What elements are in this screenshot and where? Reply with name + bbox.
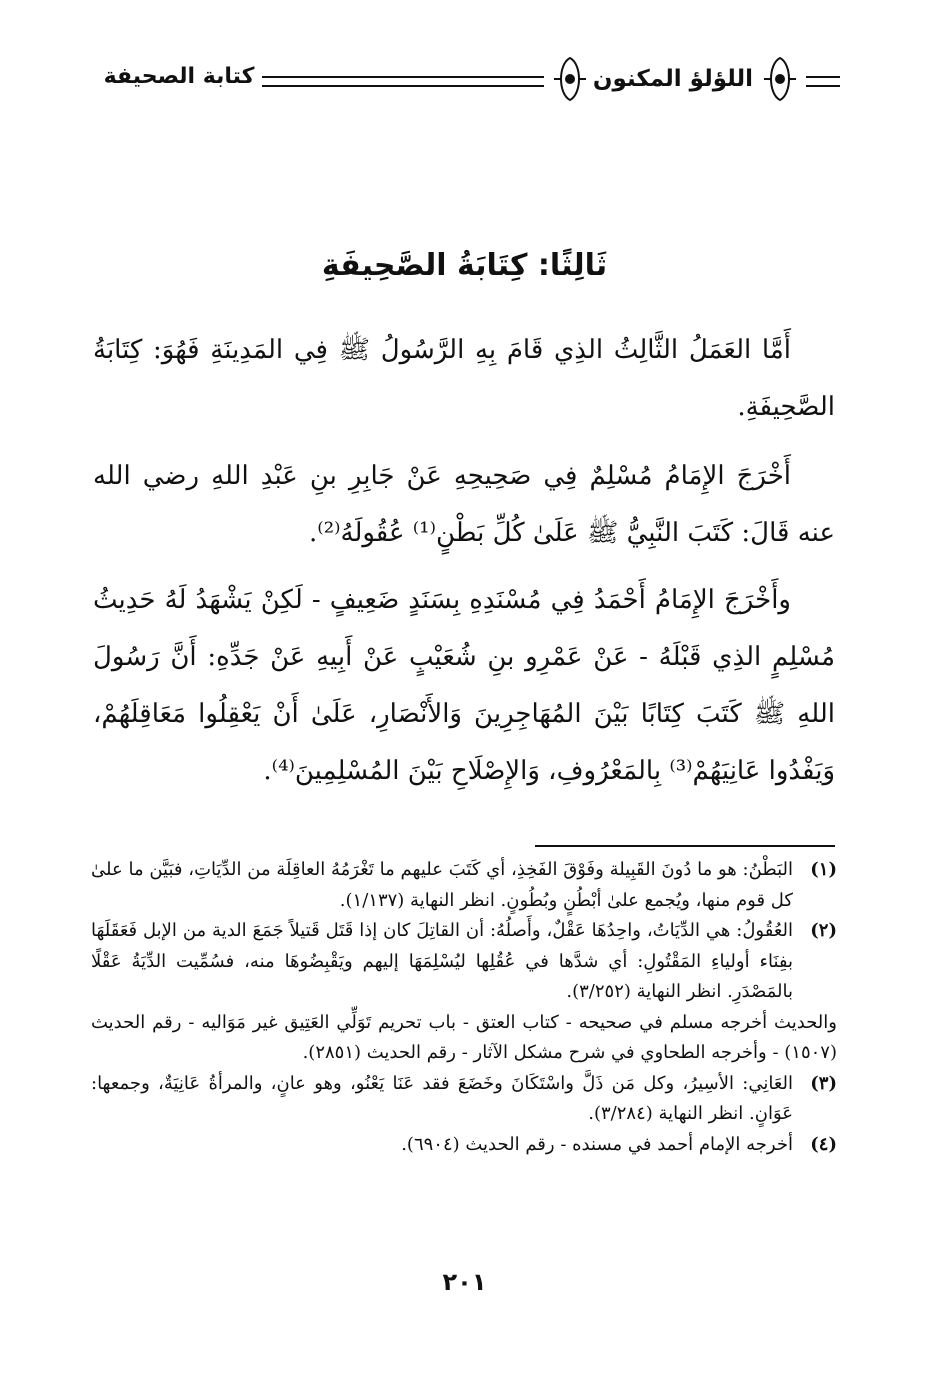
footnote-number: (٤): [810, 1133, 837, 1155]
footnote-number: (٣): [810, 1072, 837, 1094]
footnote-text: العَانِي: الأسِيرُ، وكل مَن ذَلَّ واسْتَكَانَ وخَضَعَ فقد عَنَا يَعْنُو، وهو عانٍ، والمرأةُ عَانِيَةٌ، وجمعها: عَوَانٍ. انظر النهاية (٣/٢٨٤).: [91, 1072, 793, 1124]
running-header: [96, 52, 840, 112]
paragraph-1: أَمَّا العَمَلُ الثَّالِثُ الذِي قَامَ بِهِ الرَّسُولُ ﷺ فِي المَدِينَةِ فَهُوَ: كِتَابَةُ الصَّحِيفَةِ.: [93, 335, 835, 422]
footnote-number: (١): [810, 859, 837, 880]
chapter-title: كتابة الصحيفة: [103, 64, 255, 89]
footnote-separator: [535, 845, 835, 847]
footnote-4: [91, 1130, 837, 1161]
page-number: ٢٠١: [442, 1268, 487, 1296]
paragraph-3: وأَخْرَجَ الإِمَامُ أَحْمَدُ فِي مُسْنَدِهِ بِسَنَدٍ ضَعِيفٍ - لَكِنْ يَشْهَدُ لَهُ حَدِيثُ مُسْلِمٍ الذِي قَبْلَهُ - عَنْ عَمْرِو بنِ شُعَيْبٍ عَنْ أَبِيهِ عَنْ جَدِّهِ: أَنَّ رَسُولَ اللهِ ﷺ كَتَبَ كِتَابًا بَيْنَ المُهَاجِرِينَ وَالأَنْصَارِ، عَلَىٰ أَنْ يَعْقِلُوا مَعَاقِلَهُمْ، وَيَفْدُوا عَانِيَهُمْ⁽³⁾ بِالمَعْرُوفِ، وَالإِصْلَاحِ بَيْنَ المُسْلِمِينَ⁽⁴⁾.: [93, 585, 835, 786]
footnote-text: أخرجه الإمام أحمد في مسنده - رقم الحديث (٦٩٠٤).: [401, 1133, 793, 1155]
footnote-number: (٢): [810, 920, 837, 941]
footnote-text: البَطْنُ: هو ما دُونَ القَبِيلة وفَوْقَ الفَخِذِ، أي كَتَبَ عليهم ما تَغْرَمُهُ العاقِلَة من الدِّيَاتِ، فبَيَّن ما علىٰ كل قوم منها، ويُجمع علىٰ أبْطُنٍ وبُطُونٍ. انظر النهاية (١/١٣٧).: [91, 859, 793, 911]
footnote-2-reference: والحديث أخرجه مسلم في صحيحه - كتاب العتق - باب تحريم تَوَلِّي العَتِيق غير مَوَاليه - رقم الحديث (١٥٠٧) - وأخرجه الطحاوي في شرح مشكل الآثار - رقم الحديث (٢٨٥١).: [91, 1011, 837, 1063]
ornament-icon: [760, 54, 800, 104]
footnote-text: العُقُولُ: هي الدِّيَاتُ، واحِدُهَا عَقْلٌ، وأَصلُهُ: أن القاتِلَ كان إذا قَتَل قَتيلاً جَمَعَ الدية من الإبل فَعَقَلَهَا بفِنَاء أولياءِ المَقْتُولِ: أي شدَّها في عُقُلِها ليُسْلِمَهَا إليهم ويَقْبِضُوهَا منه، فسُمِّيت الدِّيَةُ عَقْلًا بالمَصْدَرِ. انظر النهاية (٣/٢٥٢).: [91, 920, 793, 1002]
paragraph-2: أَخْرَجَ الإِمَامُ مُسْلِمٌ فِي صَحِيحِهِ عَنْ جَابِرِ بنِ عَبْدِ اللهِ رضي الله عنه قَالَ: كَتَبَ النَّبِيُّ ﷺ عَلَىٰ كُلِّ بَطْنٍ⁽¹⁾ عُقُولَهُ⁽²⁾.: [93, 461, 835, 548]
footnote-1: [91, 855, 837, 916]
header-rule-right: [806, 76, 840, 87]
main-text: [93, 322, 835, 810]
header-rule-middle: [262, 76, 544, 87]
footnote-3: [91, 1069, 837, 1130]
footnote-2: [91, 916, 837, 1008]
book-title: اللؤلؤ المكنون: [592, 66, 754, 92]
footnotes: [91, 855, 837, 1160]
section-title: ثَالِثًا: كِتَابَةُ الصَّحِيفَةِ: [321, 248, 608, 283]
ornament-icon: [550, 54, 590, 104]
